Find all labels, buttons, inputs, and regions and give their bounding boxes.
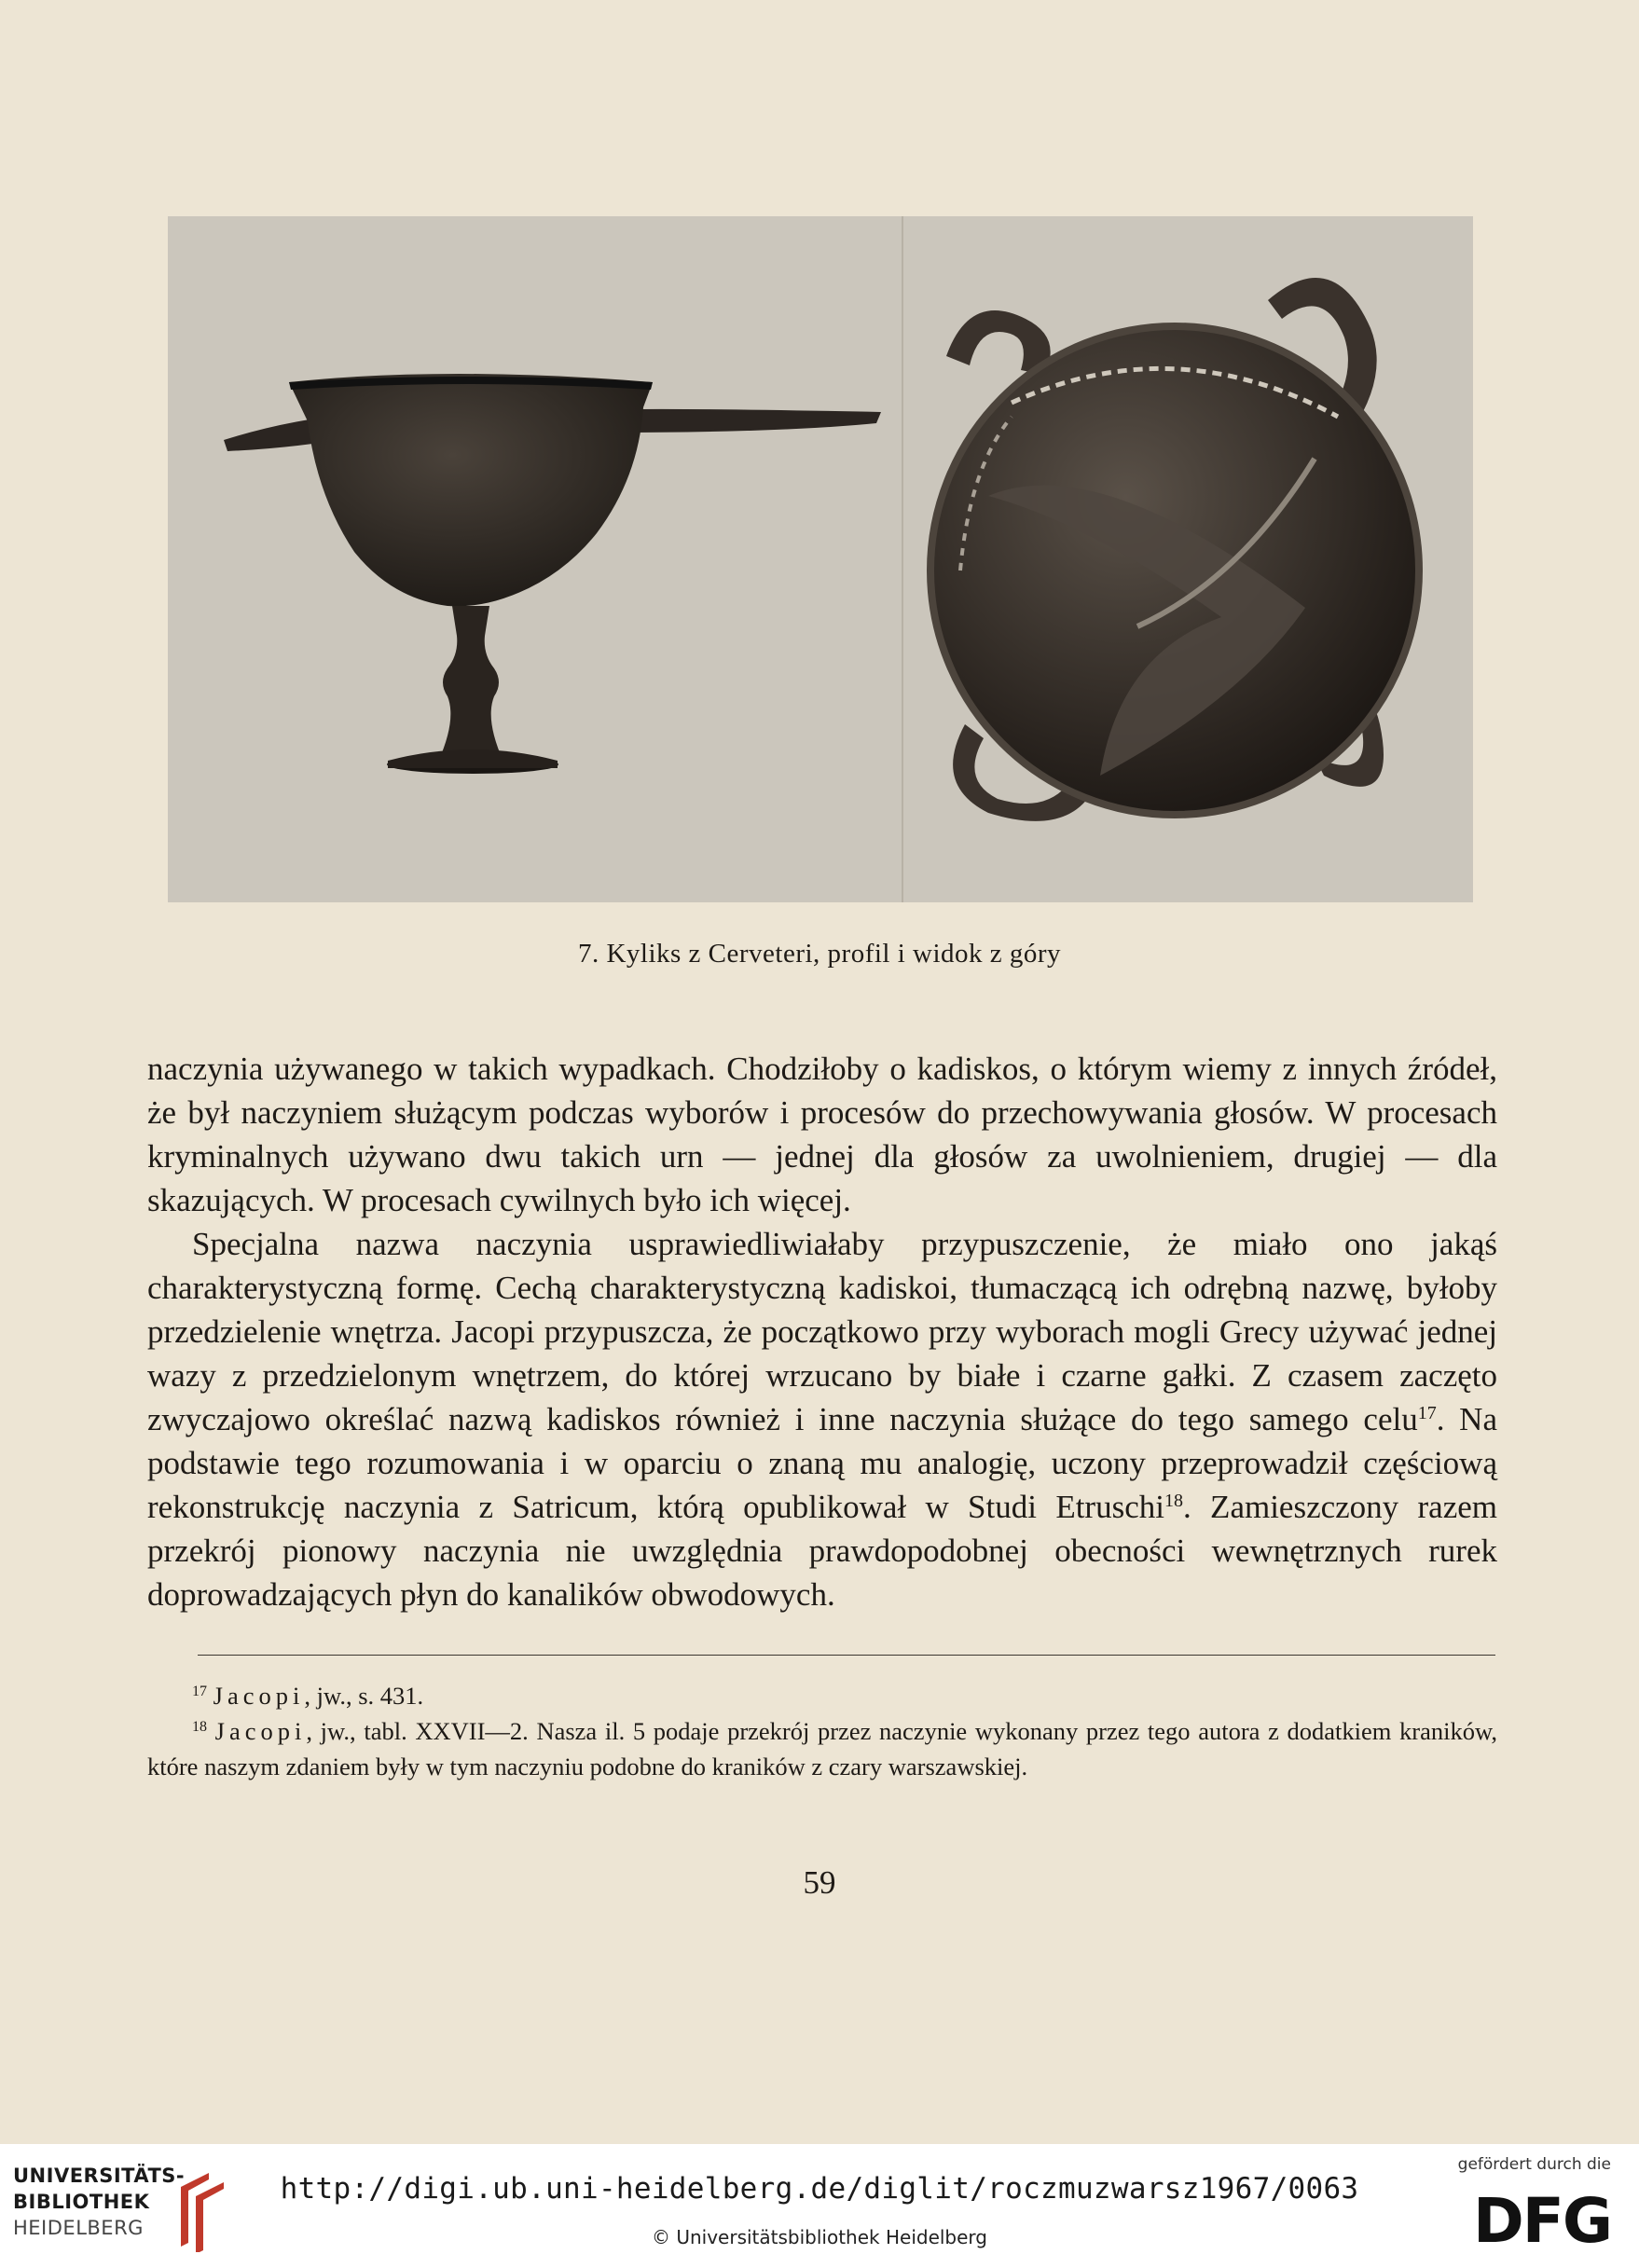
footnote-author: Jacopi <box>214 1717 307 1745</box>
digitization-footer <box>0 2144 1639 2268</box>
library-name-line2: BIBLIOTHEK <box>13 2191 150 2213</box>
paragraph-2-part-c: . Zamieszczony razem przekrój pionowy naczynia nie uwzględnia prawdopodobnej obecności wewnętrznych rurek doprowadzających płyn do kanalików obwodowych. <box>147 1489 1498 1613</box>
footnote-number: 18 <box>192 1719 207 1735</box>
source-url-link[interactable]: http://digi.ub.uni-heidelberg.de/diglit/roczmuzwarsz1967/0063 <box>280 2172 1359 2206</box>
footnote-ref-18: 18 <box>1164 1491 1183 1511</box>
library-name-line1: UNIVERSITÄTS- <box>13 2165 186 2187</box>
footnote-ref-17: 17 <box>1417 1403 1437 1423</box>
paragraph-2 <box>147 1222 1497 1616</box>
kylix-profile-view <box>224 374 881 774</box>
funder-logo-text: DFG <box>1472 2185 1611 2257</box>
funding-label: gefördert durch die <box>1457 2155 1611 2174</box>
kylix-photograph-plate <box>168 216 1473 902</box>
footnote-rule <box>198 1655 1495 1656</box>
page-number: 59 <box>803 1864 836 1901</box>
footnote-author: Jacopi <box>213 1682 305 1710</box>
paragraph-2-part-a: Specjalna nazwa naczynia usprawiedliwiałaby przypuszczenie, że miało ono jakąś charakterystyczną formę. Cechą charakterystyczną kadiskoi, tłumaczącą ich odrębną nazwę, byłoby przedzielenie wnętrza. Jacopi przypuszcza, że początkowo przy wyborach mogli Grecy używać jednej wazy z przedzielonym wnętrzem, do której wrzucano by białe i czarne gałki. Z czasem zaczęto zwyczajowo określać nazwą kadiskos również i inne naczynia służące do tego samego celu <box>147 1226 1497 1437</box>
paragraph-2-part-b: . Na podstawie tego rozumowania i w oparciu o znaną mu analogię, uczony przeprowadził częściową rekonstrukcję naczynia z Satricum, którą opublikował w Studi Etruschi <box>147 1401 1497 1525</box>
figure-caption: 7. Kyliks z Cerveteri, profil i widok z góry <box>577 939 1062 969</box>
footnotes <box>147 1678 1497 1784</box>
library-name-line3: HEIDELBERG <box>13 2217 144 2239</box>
paragraph-1: naczynia używanego w takich wypadkach. Chodziłoby o kadiskos, o którym wiemy z innych źródeł, że był naczyniem służącym podczas wyborów i procesów do przechowywania głosów. W procesach kryminalnych używano dwu takich urn — jednej dla głosów za uwolnieniem, drugiej — dla skazujących. W procesach cywilnych było ich więcej. <box>147 1051 1497 1218</box>
dfg-logo <box>1434 2155 1611 2258</box>
plate-divider <box>902 216 903 902</box>
footnote-17 <box>147 1678 1497 1713</box>
copyright-notice: © Universitätsbibliothek Heidelberg <box>651 2226 987 2248</box>
footnote-text: , jw., tabl. XXVII—2. Nasza il. 5 podaje przekrój przez naczynie wykonany przez tego autora z dodatkiem kraników, które naszym zdaniem były w tym naczyniu podobne do kraników z czary warszawskiej. <box>147 1717 1498 1780</box>
footnote-text: , jw., s. 431. <box>304 1682 424 1710</box>
footnote-18 <box>147 1713 1497 1784</box>
kylix-photograph <box>168 216 1473 902</box>
footnote-number: 17 <box>192 1684 207 1699</box>
body-text <box>147 1047 1497 1616</box>
kylix-top-view <box>930 278 1419 821</box>
